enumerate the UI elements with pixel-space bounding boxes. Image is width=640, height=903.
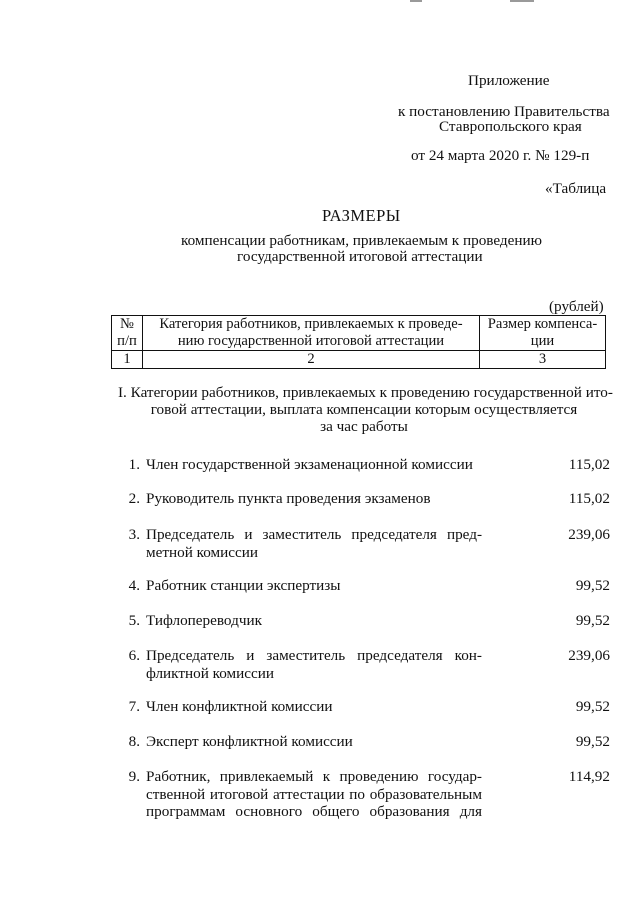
item-text: Член государственной экзаменационной комиссии: [146, 456, 473, 473]
item-text: Председатель и заместитель председателя кон-: [146, 647, 482, 664]
col-index-3: 3: [480, 351, 606, 369]
item-value: 239,06: [568, 647, 610, 664]
item-text: фликтной комиссии: [146, 664, 275, 682]
item-number: 9.: [128, 768, 140, 785]
item-number: 3.: [128, 526, 140, 543]
col-number-header: [112, 316, 143, 351]
document-subtitle-line-1: компенсации работникам, привлекаемым к проведению: [181, 232, 542, 249]
col-number-header-line-1: №: [120, 316, 134, 332]
item-value: 99,52: [575, 698, 610, 715]
item-text: ственной итоговой аттестации по образовательным: [146, 785, 482, 803]
units-label: (рублей): [549, 298, 604, 315]
col-amount-header-line-1: Размер компенса-: [487, 316, 598, 332]
scan-artifact: [410, 0, 422, 2]
item-number: 6.: [128, 647, 140, 664]
item-text: Руководитель пункта проведения экзаменов: [146, 490, 431, 507]
col-category-header: [143, 316, 480, 351]
col-amount-header-line-2: ции: [530, 333, 555, 349]
item-number: 4.: [128, 577, 140, 594]
item-number: 2.: [128, 490, 140, 507]
col-index-1: 1: [112, 351, 143, 369]
item-number: 1.: [128, 456, 140, 473]
table-label: «Таблица: [545, 180, 607, 197]
item-text: Работник, привлекаемый к проведению государ-: [146, 768, 482, 785]
item-text: Работник станции экспертизы: [146, 577, 341, 594]
item-text: метной комиссии: [146, 543, 259, 561]
col-category-header-line-1: Категория работников, привлекаемых к проведе-: [159, 316, 463, 332]
item-number: 5.: [128, 612, 140, 629]
item-text: Эксперт конфликтной комиссии: [146, 733, 353, 750]
section-heading-line-3: за час работы: [320, 418, 408, 435]
item-text: Председатель и заместитель председателя пред-: [146, 526, 482, 543]
section-heading-line-1: I. Категории работников, привлекаемых к проведению государственной ито-: [118, 384, 613, 401]
item-number: 8.: [128, 733, 140, 750]
item-value: 99,52: [575, 577, 610, 594]
document-subtitle-line-2: государственной итоговой аттестации: [237, 248, 483, 265]
col-number-header-line-2: п/п: [117, 333, 137, 349]
col-index-2: 2: [143, 351, 480, 369]
document-title: РАЗМЕРЫ: [322, 206, 401, 225]
item-value: 239,06: [568, 526, 610, 543]
section-heading: [118, 384, 613, 435]
item-text: программам основного общего образования для: [146, 803, 482, 820]
item-value: 99,52: [575, 733, 610, 750]
col-category-header-line-2: нию государственной итоговой аттестации: [177, 333, 445, 349]
appendix-label: Приложение: [468, 72, 550, 89]
item-value: 99,52: [575, 612, 610, 629]
resolution-date-number: от 24 марта 2020 г. № 129-п: [411, 147, 590, 164]
resolution-line-1: к постановлению Правительства: [398, 103, 610, 120]
resolution-line-2: Ставропольского края: [439, 118, 582, 135]
item-value: 115,02: [568, 456, 610, 473]
item-number: 7.: [128, 698, 140, 715]
item-value: 114,92: [568, 768, 610, 785]
item-text: Тифлопереводчик: [146, 612, 262, 629]
header-table: [111, 315, 606, 369]
item-value: 115,02: [568, 490, 610, 507]
item-text: Член конфликтной комиссии: [146, 698, 333, 715]
col-amount-header: [480, 316, 606, 351]
section-heading-line-2: говой аттестации, выплата компенсации которым осуществляется: [150, 401, 578, 418]
scan-artifact: [510, 0, 534, 2]
